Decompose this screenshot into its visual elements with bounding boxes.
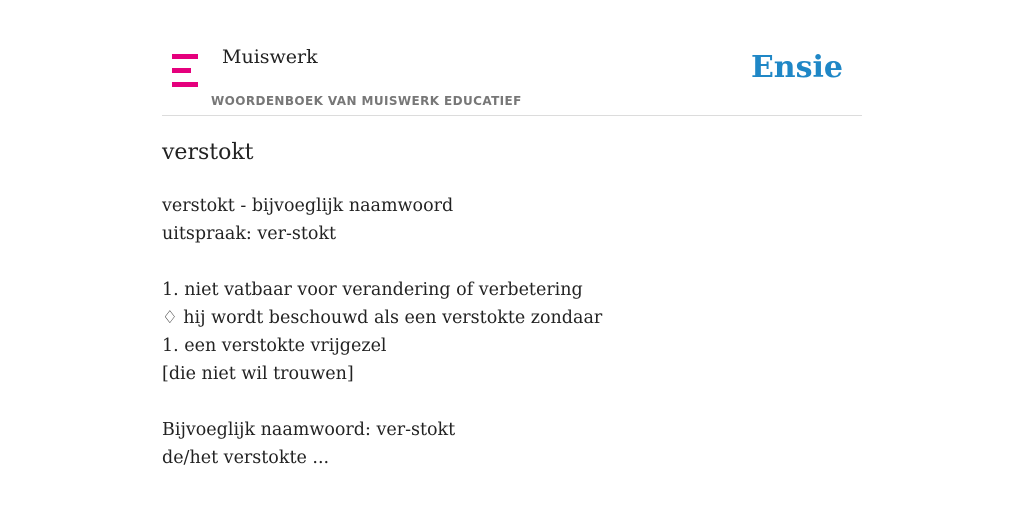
entry-line-example: 1. een verstokte vrijgezel [162, 336, 387, 356]
entry-line-explanation: [die niet wil trouwen] [162, 364, 354, 384]
site-tagline: WOORDENBOEK VAN MUISWERK EDUCATIEF [211, 94, 522, 108]
entry-line-example: ♢ hij wordt beschouwd als een verstokte zondaar [162, 308, 603, 328]
entry-line-syllables: Bijvoeglijk naamwoord: ver-stokt [162, 420, 456, 440]
entry-line-pronunciation: uitspraak: ver-stokt [162, 224, 337, 244]
entry-line-blank [162, 388, 602, 416]
page [162, 0, 862, 512]
entry-line-inflection: de/het verstokte ... [162, 448, 330, 468]
logo-bar-bottom [172, 82, 198, 87]
ensie-brand-logo[interactable]: Ensie [750, 50, 843, 85]
logo-bar-middle [172, 68, 191, 73]
entry-line-definition: 1. niet vatbaar voor verandering of verbetering [162, 280, 583, 300]
entry-line-blank [162, 248, 602, 276]
entry-title: verstokt [162, 140, 254, 165]
muiswerk-logo-icon[interactable] [172, 54, 200, 88]
entry-line-word-class: verstokt - bijvoeglijk naamwoord [162, 196, 454, 216]
site-header [162, 0, 862, 116]
logo-bar-top [172, 54, 198, 59]
entry-body [162, 192, 602, 472]
site-name[interactable]: Muiswerk [222, 46, 318, 68]
